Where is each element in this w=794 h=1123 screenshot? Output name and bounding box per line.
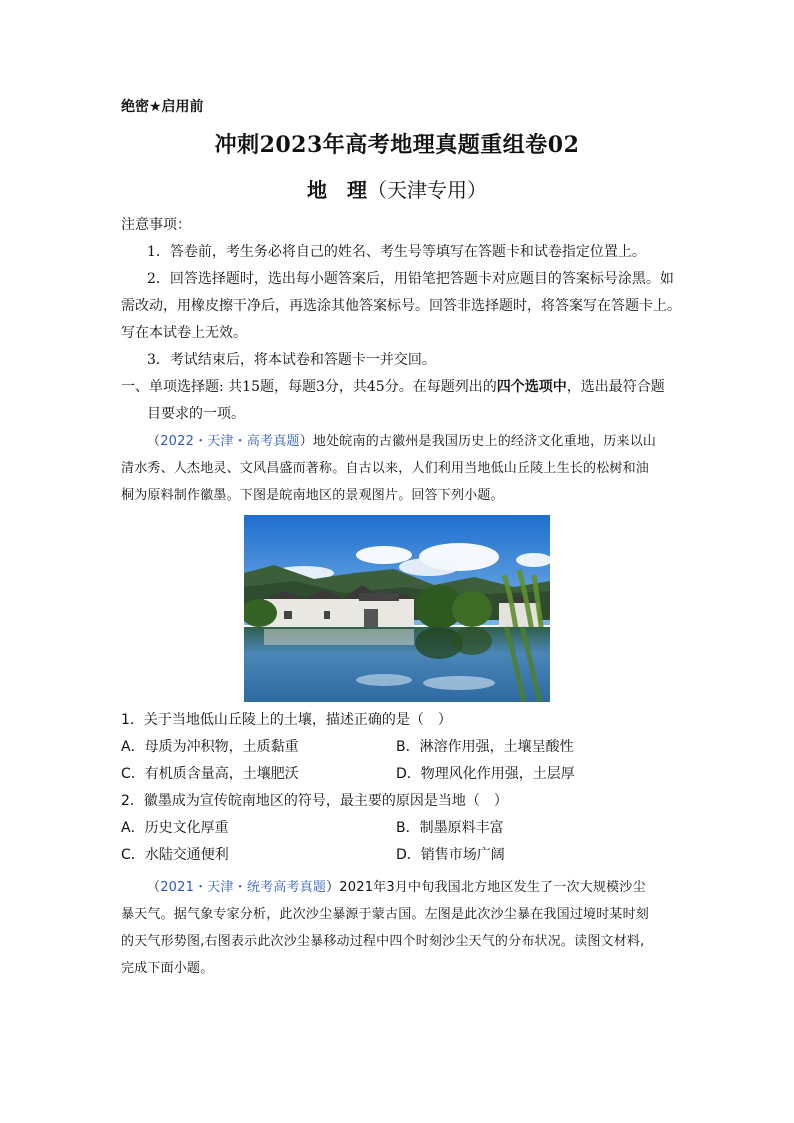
passage1-line1 [147,428,656,455]
passage2-source: 2021・天津・统考高考真题 [160,880,327,895]
subject-edition: （天津专用） [367,178,487,202]
passage1-source: 2022・天津・高考真题 [160,434,300,449]
section-heading-line2: 目要求的一项。 [147,406,245,422]
question-2-option-b[interactable]: B．制墨原料丰富 [396,820,504,836]
subject-name: 地 理 [307,178,367,202]
passage2-line4: 完成下面小题。 [121,961,214,976]
question-1-stem: 1．关于当地低山丘陵上的土壤，描述正确的是（ ） [121,712,452,728]
note-item-2-line1: 2．回答选择题时，选出每小题答案后，用铅笔把答题卡对应题目的答案标号涂黑。如 [147,271,674,287]
exam-title: 冲刺2023年高考地理真题重组卷02 [214,132,580,158]
question-2-option-d[interactable]: D．销售市场广阔 [396,847,505,863]
note-item-2-line2: 需改动，用橡皮擦干净后，再选涂其他答案标号。回答非选择题时，将答案写在答题卡上。 [121,298,681,314]
confidential-label: 绝密★启用前 [121,99,204,115]
passage1-line3: 桐为原料制作徽墨。下图是皖南地区的景观图片。回答下列小题。 [121,488,504,503]
question-2-stem: 2．徽墨成为宣传皖南地区的符号，最主要的原因是当地（ ） [121,793,508,809]
exam-subtitle [0,174,794,203]
notes-heading: 注意事项： [121,217,191,233]
huizhou-landscape-photo [244,515,550,702]
passage1-paren: （ [147,434,161,449]
section-heading-pre: 一、单项选择题: 共15题，每题3分，共45分。在每题列出的 [121,379,497,395]
passage2-line1-text: ）2021年3月中旬我国北方地区发生了一次大规模沙尘 [326,880,646,895]
question-2-option-c[interactable]: C．水陆交通便利 [121,847,229,863]
passage2-line2: 暴天气。据气象专家分析，此次沙尘暴源于蒙古国。左图是此次沙尘暴在我国过境时某时刻 [121,907,650,922]
passage1-line1-text: ）地处皖南的古徽州是我国历史上的经济文化重地，历来以山 [299,434,657,449]
note-item-1: 1．答卷前，考生务必将自己的姓名、考生号等填写在答题卡和试卷指定位置上。 [147,244,646,260]
passage2-paren: （ [147,880,161,895]
question-2-option-a[interactable]: A．历史文化厚重 [121,820,229,836]
passage1-line2: 清水秀、人杰地灵、文风昌盛而著称。自古以来，人们利用当地低山丘陵上生长的松树和油 [121,461,650,476]
note-item-3: 3．考试结束后，将本试卷和答题卡一并交回。 [147,352,436,368]
section-heading-line1 [121,374,665,401]
question-1-option-c[interactable]: C．有机质含量高，土壤肥沃 [121,766,299,782]
question-1-option-a[interactable]: A．母质为冲积物，土质黏重 [121,739,299,755]
section-heading-post: ，选出最符合题 [566,379,665,395]
note-item-2-line3: 写在本试卷上无效。 [121,325,247,341]
question-1-option-b[interactable]: B．淋溶作用强，土壤呈酸性 [396,739,574,755]
section-heading-bold: 四个选项中 [496,379,567,395]
question-1-option-d[interactable]: D．物理风化作用强，土层厚 [396,766,575,782]
passage2-line1 [147,874,646,901]
passage2-line3: 的天气形势图,右图表示此次沙尘暴移动过程中四个时刻沙尘天气的分布状况。读图文材料, [121,934,645,949]
